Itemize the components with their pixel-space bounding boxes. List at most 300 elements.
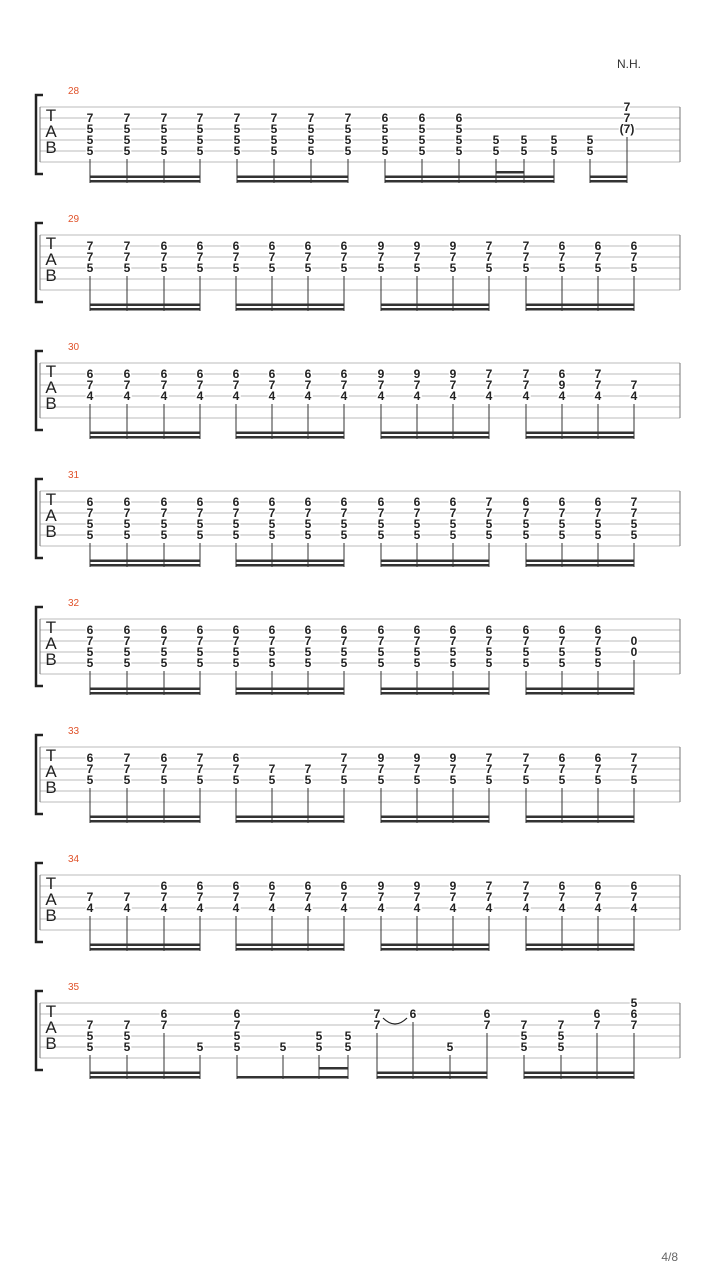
fret-number: 6 (232, 879, 240, 893)
fret-number: 5 (449, 773, 457, 787)
fret-number: 5 (304, 645, 312, 659)
fret-number: 6 (558, 367, 566, 381)
fret-number: 4 (449, 901, 457, 915)
fret-number: 6 (594, 879, 602, 893)
tab-clef-letter: A (45, 762, 57, 781)
fret-number: 7 (86, 762, 94, 776)
tab-system (36, 982, 680, 1079)
fret-number: 6 (232, 623, 240, 637)
fret-number: 5 (123, 261, 131, 275)
fret-number: 5 (485, 528, 493, 542)
fret-number: 4 (86, 901, 94, 915)
fret-number: 5 (449, 645, 457, 659)
beam (90, 432, 200, 435)
fret-number: 5 (86, 645, 94, 659)
fret-number: 6 (196, 495, 204, 509)
fret-number: 7 (233, 1018, 241, 1032)
fret-number: 6 (304, 623, 312, 637)
fret-number: 7 (160, 506, 168, 520)
beam (236, 304, 344, 307)
tab-clef-letter: T (45, 362, 57, 381)
fret-number: 7 (340, 378, 348, 392)
fret-number: 5 (522, 773, 530, 787)
fret-number: 7 (449, 890, 457, 904)
fret-number: 6 (304, 879, 312, 893)
fret-number: 6 (268, 239, 276, 253)
fret-number: 7 (123, 378, 131, 392)
fret-number: 5 (160, 261, 168, 275)
fret-number: 5 (630, 528, 638, 542)
fret-number: 7 (123, 250, 131, 264)
fret-number: 4 (196, 901, 204, 915)
fret-number: 7 (485, 239, 493, 253)
fret-number: 5 (86, 261, 94, 275)
fret-number: 5 (196, 645, 204, 659)
fret-number: 7 (522, 250, 530, 264)
fret-number: 5 (123, 528, 131, 542)
fret-number: 7 (196, 751, 204, 765)
beam (90, 176, 200, 179)
fret-number: 7 (623, 100, 631, 114)
fret-number: 6 (377, 623, 385, 637)
beam (526, 304, 634, 307)
beam (381, 816, 489, 819)
tab-clef-letter: B (45, 650, 57, 669)
fret-number: 6 (160, 751, 168, 765)
fret-number: 7 (485, 378, 493, 392)
fret-number: 5 (558, 517, 566, 531)
fret-number: 5 (455, 144, 463, 158)
fret-number: 5 (449, 528, 457, 542)
beam (90, 564, 200, 567)
fret-number: 7 (413, 762, 421, 776)
fret-number: 7 (233, 111, 241, 125)
fret-number: 7 (232, 634, 240, 648)
fret-number: 7 (86, 1018, 94, 1032)
fret-number: 5 (492, 133, 500, 147)
tab-clef-letter: A (45, 1018, 57, 1037)
fret-number: 7 (196, 250, 204, 264)
beam (377, 1072, 487, 1075)
fret-number: 7 (268, 506, 276, 520)
fret-number: 4 (594, 389, 602, 403)
fret-number: 6 (449, 495, 457, 509)
fret-number: 7 (522, 879, 530, 893)
fret-number: 7 (196, 378, 204, 392)
fret-number: 6 (340, 879, 348, 893)
fret-number: 6 (232, 751, 240, 765)
fret-number: 6 (123, 495, 131, 509)
fret-number: 5 (485, 517, 493, 531)
fret-number: 5 (586, 133, 594, 147)
fret-number: 7 (268, 250, 276, 264)
beam (381, 688, 489, 691)
fret-number: 6 (86, 367, 94, 381)
fret-number: 7 (344, 111, 352, 125)
fret-number: 5 (377, 261, 385, 275)
fret-number: 5 (279, 1040, 287, 1054)
fret-number: 4 (86, 389, 94, 403)
beam (526, 820, 634, 823)
fret-number: 6 (409, 1007, 417, 1021)
fret-number: 5 (232, 656, 240, 670)
fret-number: 5 (160, 517, 168, 531)
fret-number: 7 (485, 495, 493, 509)
fret-number: 7 (377, 250, 385, 264)
fret-number: 5 (160, 133, 168, 147)
fret-number: 6 (160, 239, 168, 253)
fret-number: 0 (630, 645, 638, 659)
fret-number: 7 (413, 634, 421, 648)
fret-number: 4 (558, 901, 566, 915)
fret-number: 7 (123, 1018, 131, 1032)
fret-number: 7 (123, 506, 131, 520)
fret-number: 7 (594, 367, 602, 381)
fret-number: 5 (344, 1040, 352, 1054)
beam (381, 436, 489, 439)
fret-number: 6 (522, 495, 530, 509)
fret-number: 5 (522, 261, 530, 275)
fret-number: 7 (196, 111, 204, 125)
fret-number: 7 (522, 634, 530, 648)
fret-number: 6 (160, 1007, 168, 1021)
tab-clef-letter: A (45, 634, 57, 653)
beam (385, 180, 554, 183)
beam (236, 308, 344, 311)
fret-number: 5 (232, 645, 240, 659)
fret-number: 7 (304, 762, 312, 776)
beam (496, 171, 524, 174)
fret-number: 6 (160, 879, 168, 893)
fret-number: 7 (630, 762, 638, 776)
fret-number: 5 (550, 133, 558, 147)
fret-number: 7 (304, 634, 312, 648)
fret-number: 5 (344, 122, 352, 136)
fret-number: 5 (455, 133, 463, 147)
fret-number: 5 (86, 656, 94, 670)
fret-number: 7 (123, 111, 131, 125)
fret-number: 7 (558, 506, 566, 520)
beam (236, 436, 344, 439)
fret-number: 7 (86, 506, 94, 520)
fret-number: 4 (377, 901, 385, 915)
fret-number: 7 (123, 239, 131, 253)
fret-number: 7 (304, 250, 312, 264)
fret-number: 6 (594, 495, 602, 509)
fret-number: 6 (160, 495, 168, 509)
fret-number: 7 (196, 890, 204, 904)
fret-number: 4 (160, 389, 168, 403)
fret-number: 7 (123, 890, 131, 904)
fret-number: 5 (594, 773, 602, 787)
beam (237, 180, 348, 183)
beam (90, 1072, 200, 1075)
fret-number: 6 (123, 367, 131, 381)
fret-number: 4 (485, 389, 493, 403)
fret-number: 4 (268, 389, 276, 403)
fret-number: 7 (160, 1018, 168, 1032)
beam (381, 304, 489, 307)
fret-number: 0 (630, 634, 638, 648)
fret-number: 5 (413, 528, 421, 542)
fret-number: 7 (160, 111, 168, 125)
measure-number: 34 (68, 854, 80, 865)
fret-number: 5 (594, 261, 602, 275)
fret-number: 6 (304, 495, 312, 509)
fret-number: 4 (413, 901, 421, 915)
fret-number: 4 (196, 389, 204, 403)
fret-number: 6 (594, 623, 602, 637)
fret-number: 5 (86, 122, 94, 136)
fret-number: 6 (483, 1007, 491, 1021)
fret-number: 7 (377, 378, 385, 392)
fret-number: 7 (558, 634, 566, 648)
tab-system (36, 86, 680, 183)
fret-number: 6 (413, 495, 421, 509)
beam (526, 688, 634, 691)
fret-number: 6 (558, 751, 566, 765)
fret-number: 4 (268, 901, 276, 915)
fret-number: 4 (558, 389, 566, 403)
fret-number: 5 (196, 133, 204, 147)
fret-number: 6 (418, 111, 426, 125)
beam (526, 560, 634, 563)
fret-number: 5 (233, 144, 241, 158)
fret-number: 9 (449, 239, 457, 253)
fret-number: 7 (86, 378, 94, 392)
fret-number: 7 (594, 506, 602, 520)
fret-number: 5 (413, 261, 421, 275)
tab-clef-letter: B (45, 394, 57, 413)
fret-number: 7 (594, 762, 602, 776)
fret-number: 7 (623, 111, 631, 125)
fret-number: 7 (485, 879, 493, 893)
fret-number: 5 (520, 144, 528, 158)
fret-number: 6 (340, 367, 348, 381)
beam (236, 816, 344, 819)
tab-clef-letter: T (45, 1002, 57, 1021)
tab-clef-letter: B (45, 1034, 57, 1053)
fret-number: 7 (449, 378, 457, 392)
tab-clef-letter: B (45, 266, 57, 285)
fret-number: 7 (160, 762, 168, 776)
fret-number: 6 (377, 495, 385, 509)
fret-number: 5 (522, 517, 530, 531)
tab-clef-letter: B (45, 138, 57, 157)
fret-number: 5 (86, 144, 94, 158)
fret-number: 5 (558, 528, 566, 542)
fret-number: 6 (86, 623, 94, 637)
fret-number: 9 (558, 378, 566, 392)
fret-number: 5 (594, 528, 602, 542)
fret-number: 5 (160, 656, 168, 670)
fret-number: 5 (630, 261, 638, 275)
fret-number: 5 (268, 261, 276, 275)
fret-number: 5 (485, 773, 493, 787)
tab-clef-letter: T (45, 874, 57, 893)
fret-number: 5 (485, 261, 493, 275)
fret-number: 9 (449, 751, 457, 765)
fret-number: 7 (557, 1018, 565, 1032)
fret-number: 7 (86, 239, 94, 253)
fret-number: 6 (558, 495, 566, 509)
fret-number: 7 (160, 634, 168, 648)
fret-number: 6 (630, 239, 638, 253)
fret-number: 4 (522, 389, 530, 403)
fret-number: 6 (449, 623, 457, 637)
fret-number: 5 (304, 528, 312, 542)
beam (90, 180, 200, 183)
fret-number: 5 (268, 528, 276, 542)
fret-number: 5 (270, 122, 278, 136)
fret-number: 9 (413, 367, 421, 381)
fret-number: 5 (86, 528, 94, 542)
fret-number: 7 (413, 378, 421, 392)
fret-number: 6 (630, 1007, 638, 1021)
tab-system (36, 854, 680, 951)
fret-number: 5 (315, 1040, 323, 1054)
fret-number: 5 (558, 656, 566, 670)
fret-number: 5 (196, 1040, 204, 1054)
fret-number: 5 (630, 517, 638, 531)
beam (381, 560, 489, 563)
beam (237, 176, 348, 179)
fret-number: 5 (381, 133, 389, 147)
fret-number: 7 (522, 239, 530, 253)
fret-number: (7) (619, 122, 635, 136)
fret-number: 6 (86, 495, 94, 509)
fret-number: 6 (196, 623, 204, 637)
fret-number: 5 (233, 1040, 241, 1054)
fret-number: 7 (160, 378, 168, 392)
fret-number: 5 (449, 656, 457, 670)
beam (381, 944, 489, 947)
fret-number: 7 (630, 506, 638, 520)
fret-number: 7 (594, 378, 602, 392)
fret-number: 5 (558, 773, 566, 787)
fret-number: 7 (630, 495, 638, 509)
fret-number: 5 (630, 773, 638, 787)
fret-number: 9 (449, 879, 457, 893)
fret-number: 6 (232, 495, 240, 509)
tab-clef-letter: A (45, 506, 57, 525)
fret-number: 5 (307, 133, 315, 147)
fret-number: 7 (232, 378, 240, 392)
tab-system (36, 214, 680, 311)
fret-number: 5 (304, 773, 312, 787)
beam (381, 692, 489, 695)
fret-number: 5 (413, 517, 421, 531)
fret-number: 5 (557, 1040, 565, 1054)
beam (90, 308, 200, 311)
fret-number: 5 (307, 122, 315, 136)
fret-number: 7 (630, 378, 638, 392)
fret-number: 9 (377, 367, 385, 381)
fret-number: 6 (232, 367, 240, 381)
beam (524, 1076, 634, 1079)
fret-number: 5 (377, 528, 385, 542)
fret-number: 6 (304, 239, 312, 253)
fret-number: 7 (304, 506, 312, 520)
fret-number: 5 (86, 517, 94, 531)
fret-number: 5 (160, 528, 168, 542)
beam (90, 304, 200, 307)
fret-number: 4 (485, 901, 493, 915)
fret-number: 5 (558, 645, 566, 659)
beam (590, 176, 627, 179)
fret-number: 6 (594, 239, 602, 253)
fret-number: 7 (232, 762, 240, 776)
fret-number: 4 (123, 901, 131, 915)
fret-number: 7 (196, 634, 204, 648)
fret-number: 6 (304, 367, 312, 381)
fret-number: 5 (594, 656, 602, 670)
fret-number: 6 (340, 495, 348, 509)
fret-number: 5 (340, 528, 348, 542)
fret-number: 6 (268, 623, 276, 637)
fret-number: 7 (377, 762, 385, 776)
fret-number: 7 (522, 506, 530, 520)
fret-number: 5 (123, 144, 131, 158)
fret-number: 7 (232, 250, 240, 264)
measure-number: 35 (68, 982, 80, 993)
beam (236, 560, 344, 563)
fret-number: 7 (630, 890, 638, 904)
fret-number: 5 (196, 656, 204, 670)
fret-number: 5 (377, 773, 385, 787)
fret-number: 4 (123, 389, 131, 403)
fret-number: 5 (123, 656, 131, 670)
fret-number: 6 (196, 239, 204, 253)
fret-number: 7 (160, 890, 168, 904)
fret-number: 7 (449, 634, 457, 648)
fret-number: 6 (558, 239, 566, 253)
beam (526, 432, 634, 435)
fret-number: 7 (485, 751, 493, 765)
fret-number: 5 (196, 773, 204, 787)
fret-number: 5 (492, 144, 500, 158)
fret-number: 5 (485, 645, 493, 659)
beam (237, 1076, 348, 1079)
fret-number: 5 (86, 133, 94, 147)
fret-number: 7 (485, 367, 493, 381)
fret-number: 7 (123, 762, 131, 776)
beam (590, 180, 627, 183)
fret-number: 5 (344, 144, 352, 158)
fret-number: 9 (449, 367, 457, 381)
fret-number: 6 (196, 367, 204, 381)
fret-number: 5 (520, 1040, 528, 1054)
fret-number: 5 (123, 1029, 131, 1043)
fret-number: 7 (377, 634, 385, 648)
fret-number: 5 (413, 773, 421, 787)
fret-number: 5 (340, 656, 348, 670)
fret-number: 7 (377, 890, 385, 904)
beam (526, 948, 634, 951)
fret-number: 7 (630, 751, 638, 765)
fret-number: 5 (233, 133, 241, 147)
beam (236, 432, 344, 435)
fret-number: 9 (413, 879, 421, 893)
fret-number: 5 (232, 773, 240, 787)
fret-number: 5 (413, 656, 421, 670)
fret-number: 5 (340, 645, 348, 659)
fret-number: 7 (268, 762, 276, 776)
beam (236, 820, 344, 823)
fret-number: 7 (558, 762, 566, 776)
fret-number: 6 (233, 1007, 241, 1021)
tab-clef-letter: T (45, 746, 57, 765)
